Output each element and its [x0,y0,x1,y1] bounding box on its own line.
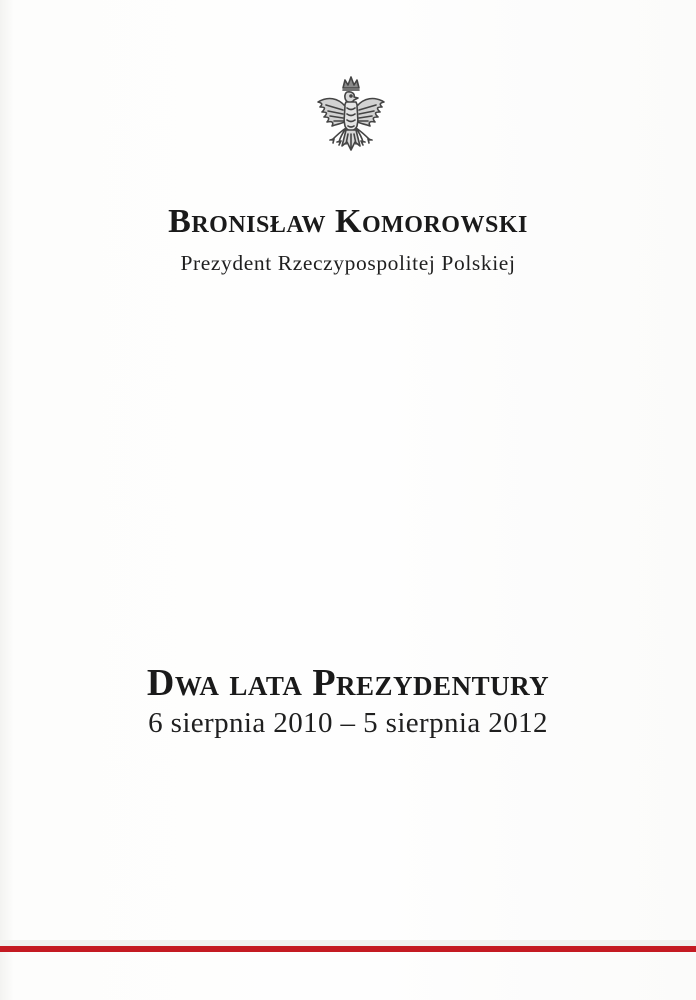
white-eagle-emblem-icon [306,74,396,170]
book-title: Dwa lata Prezydentury [146,662,550,704]
author-name: Bronisław Komorowski [168,203,528,240]
flag-stripe-red [0,946,696,952]
author-role: Prezydent Rzeczypospolitej Polskiej [180,251,516,275]
book-dates: 6 sierpnia 2010 – 5 sierpnia 2012 [148,707,548,739]
